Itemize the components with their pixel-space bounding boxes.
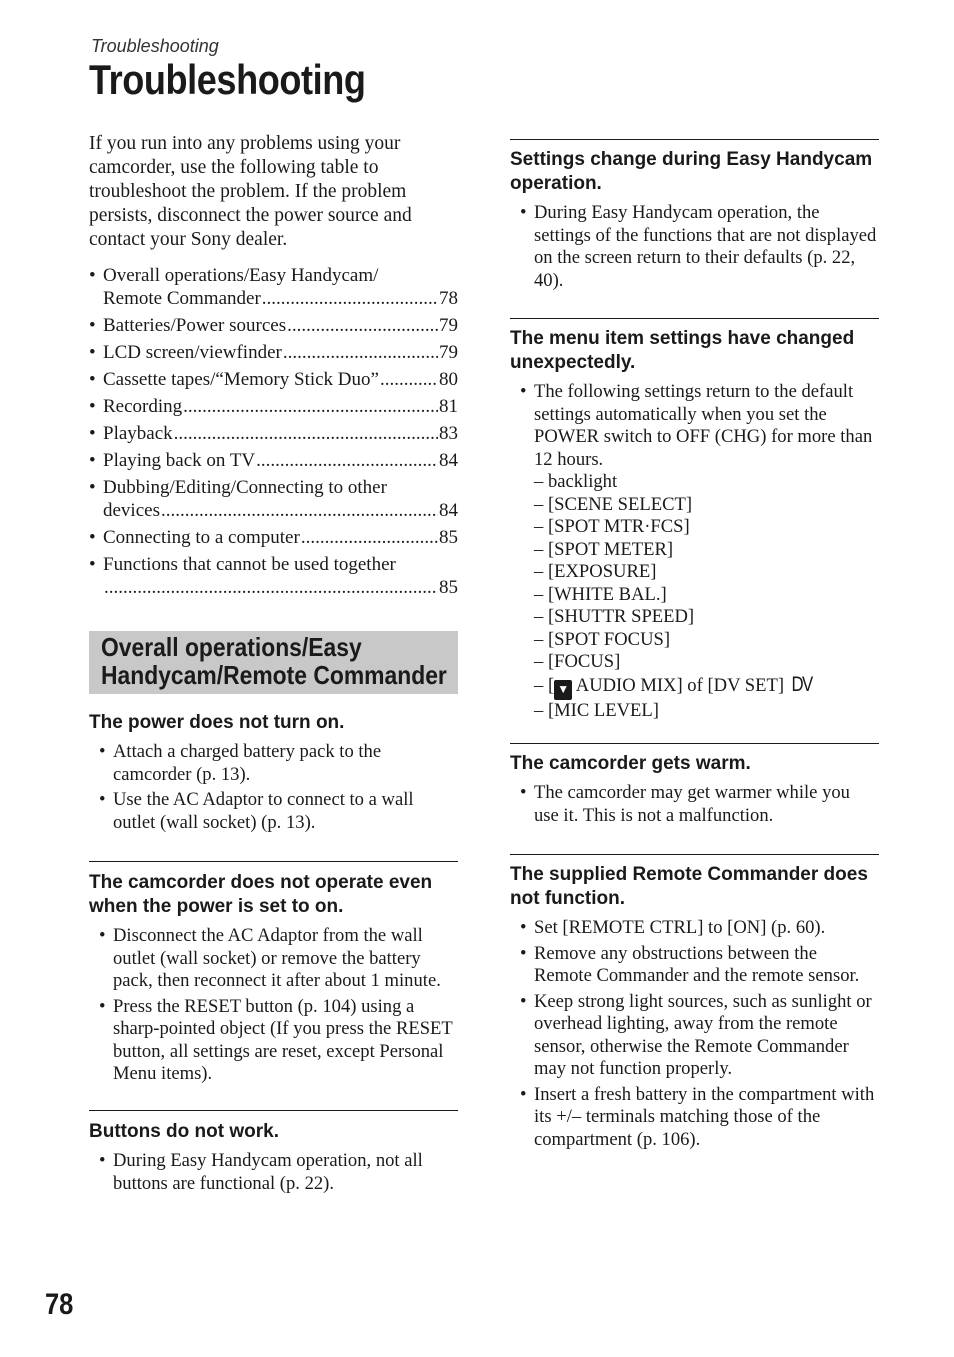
bullet-list <box>89 1150 458 1195</box>
block-title: The camcorder does not operate even when the power is set to on. <box>89 872 433 917</box>
toc-item-label: Remote Commander <box>103 288 261 309</box>
setting-item: – [SPOT MTR·FCS] <box>534 516 690 537</box>
intro-paragraph: If you run into any problems using your camcorder, use the following table to troubleshoot the problem. If the problem persists, disconnect the power source and contact your Sony dealer. <box>89 133 412 250</box>
setting-item: – [SCENE SELECT] <box>534 493 693 515</box>
toc-item-label: devices <box>103 500 160 521</box>
page-title: Troubleshooting <box>89 56 366 103</box>
trouble-block <box>510 139 879 295</box>
setting-item: – [MIC LEVEL] <box>534 699 659 721</box>
setting-item-audio-mix: – [ ▼ AUDIO MIX] of [DV SET] DV <box>534 674 879 700</box>
setting-item: – [EXPOSURE] <box>534 561 657 582</box>
bullet-item: • During Easy Handycam operation, the settings of the functions that are not displayed on the screen return to their defaults (p. 22, 40). <box>510 202 879 292</box>
bullet-list <box>510 202 879 292</box>
bullet-item: • Remove any obstructions between the Remote Commander and the remote sensor. <box>510 943 879 988</box>
page-number: 78 <box>45 1288 74 1321</box>
block-title: The power does not turn on. <box>89 712 345 733</box>
running-header: Troubleshooting <box>91 36 219 56</box>
trouble-block <box>510 854 879 1154</box>
setting-item: – backlight <box>534 471 618 492</box>
bullet-item: • Set [REMOTE CTRL] to [ON] (p. 60). <box>510 917 879 940</box>
toc-list <box>89 264 458 603</box>
toc-item[interactable] <box>89 368 458 391</box>
bullet-item: • Keep strong light sources, such as sunlight or overhead lighting, away from the remote sensor, otherwise the Remote Commander may not function properly. <box>510 991 879 1081</box>
section-heading-box <box>89 631 458 694</box>
setting-item: – [WHITE BAL.] <box>534 583 667 605</box>
record-mode-icon: ▼ <box>554 680 572 700</box>
trouble-block <box>510 743 879 830</box>
bullet-item <box>510 381 879 722</box>
block-title: Buttons do not work. <box>89 1121 279 1142</box>
toc-item[interactable] <box>89 449 458 472</box>
bullet-item: • During Easy Handycam operation, not all buttons are functional (p. 22). <box>89 1150 458 1195</box>
bullet-item: • The camcorder may get warmer while you use it. This is not a malfunction. <box>510 782 879 827</box>
block-title: The camcorder gets warm. <box>510 753 751 774</box>
settings-list <box>534 471 879 722</box>
toc-item[interactable] <box>89 526 458 549</box>
bullet-item: • Insert a fresh battery in the compartment with its +/– terminals matching those of the compartment (p. 106). <box>510 1084 879 1152</box>
bullet-item: • Press the RESET button (p. 104) using a sharp-pointed object (If you press the RESET button, all settings are reset, except Personal Menu items). <box>89 996 458 1086</box>
toc-item[interactable] <box>89 422 458 445</box>
toc-item-page: 84 <box>439 450 458 471</box>
bullet-item: • Attach a charged battery pack to the camcorder (p. 13). <box>89 741 458 786</box>
toc-item-page: 81 <box>439 396 458 417</box>
toc-item-page: 79 <box>439 342 458 363</box>
bullet-list <box>510 917 879 1151</box>
toc-item[interactable] <box>89 476 458 522</box>
block-title: The supplied Remote Commander does not function. <box>510 864 868 909</box>
toc-item-page: 80 <box>439 369 458 390</box>
toc-item-label: • Playback <box>103 423 173 444</box>
toc-item-page: 78 <box>439 288 458 309</box>
bullet-list <box>510 381 879 722</box>
block-title: Settings change during Easy Handycam operation. <box>510 149 873 194</box>
setting-item: – [SHUTTR SPEED] <box>534 606 695 627</box>
setting-item: – [SPOT METER] <box>534 538 674 560</box>
toc-item-line1: • Functions that cannot be used together <box>103 554 396 575</box>
bullet-list <box>89 925 458 1086</box>
toc-item-label: • Recording <box>103 396 183 417</box>
toc-item-page: 84 <box>439 500 458 521</box>
block-title: The menu item settings have changed unexpectedly. <box>510 328 855 373</box>
bullet-list <box>89 741 458 834</box>
dv-logo-icon: DV <box>791 672 812 696</box>
section-heading: Overall operations/Easy Handycam/Remote Commander <box>101 632 447 690</box>
bullet-item: • Disconnect the AC Adaptor from the wall outlet (wall socket) or remove the battery pack, then reconnect it after about 1 minute. <box>89 925 458 993</box>
toc-item[interactable] <box>89 341 458 364</box>
toc-item-page: 83 <box>439 423 458 444</box>
setting-item: – [SPOT FOCUS] <box>534 628 671 650</box>
bullet-item: • Use the AC Adaptor to connect to a wall outlet (wall socket) (p. 13). <box>89 789 458 834</box>
toc-item-line1: • Dubbing/Editing/Connecting to other <box>103 477 387 498</box>
toc-item-page: 85 <box>439 577 458 598</box>
toc-item-line1: • Overall operations/Easy Handycam/ <box>103 265 379 286</box>
setting-item: – [FOCUS] <box>534 651 621 672</box>
toc-item-label: • Batteries/Power sources <box>103 315 287 336</box>
toc-item[interactable] <box>89 395 458 418</box>
bullet-list <box>510 782 879 827</box>
toc-item-label: • Connecting to a computer <box>103 527 300 548</box>
trouble-block <box>89 1110 458 1198</box>
toc-item[interactable] <box>89 553 458 599</box>
toc-item[interactable] <box>89 314 458 337</box>
toc-item-label: • Cassette tapes/“Memory Stick Duo” <box>103 369 379 390</box>
trouble-block <box>89 861 458 1089</box>
bullet-text: The following settings return to the default settings automatically when you set the POWER switch to OFF (CHG) for more than 12 hours. <box>534 381 873 470</box>
toc-item-page: 85 <box>439 527 458 548</box>
toc-item-page: 79 <box>439 315 458 336</box>
trouble-block <box>510 318 879 725</box>
toc-item[interactable] <box>89 264 458 310</box>
trouble-block <box>89 711 458 837</box>
toc-item-label: • LCD screen/viewfinder <box>103 342 282 363</box>
toc-item-label: • Playing back on TV <box>103 450 256 471</box>
